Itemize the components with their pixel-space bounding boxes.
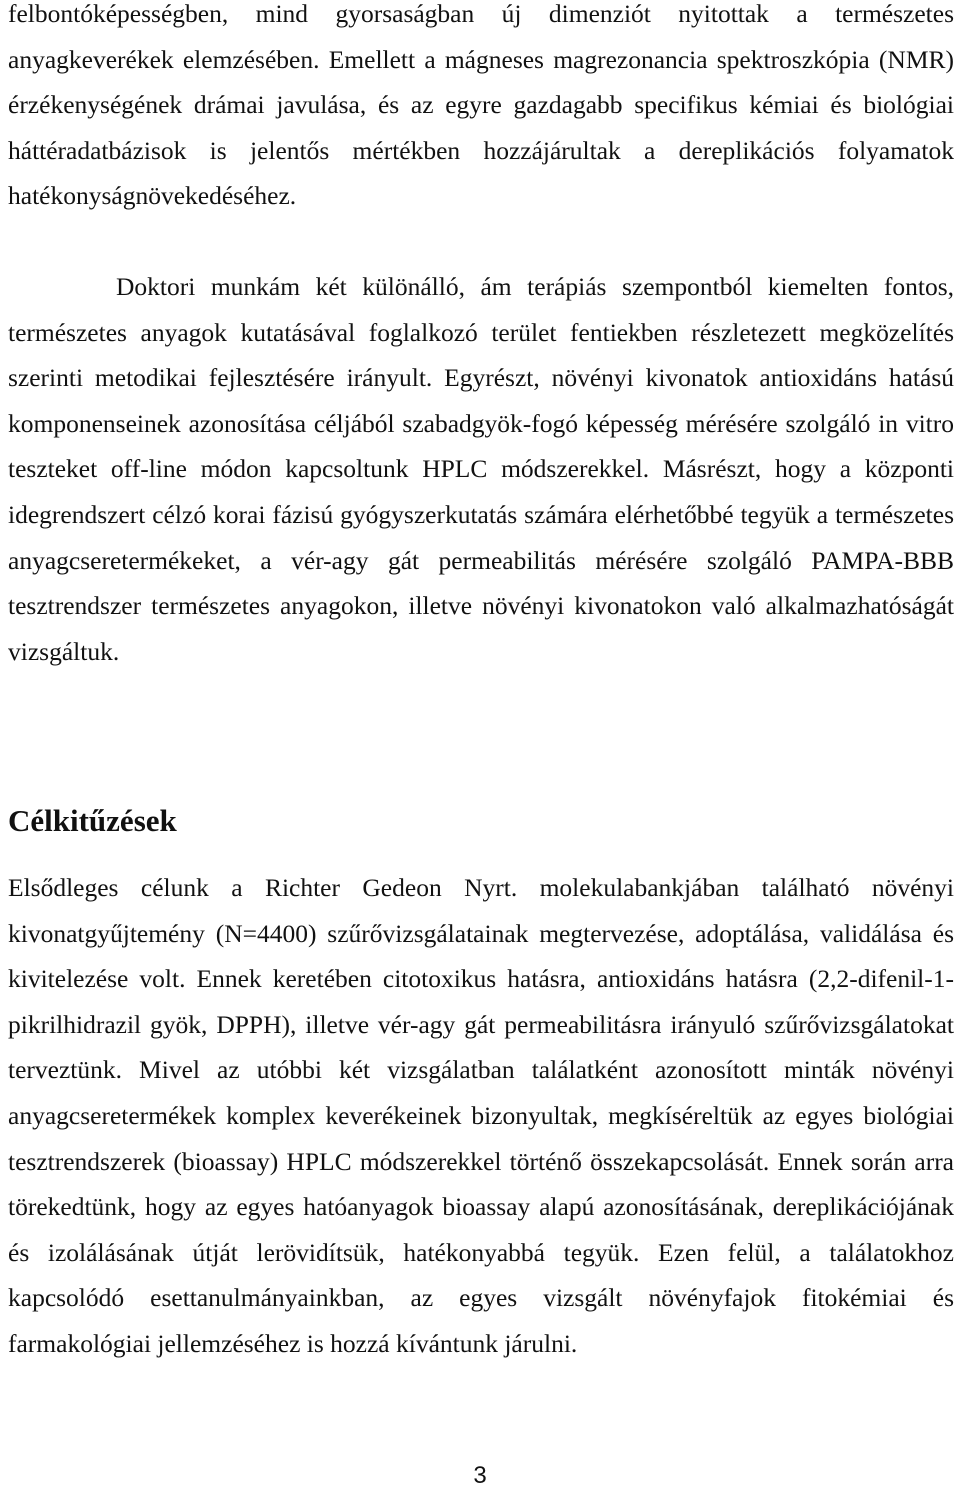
paragraph-doctoral-work: Doktori munkám két különálló, ám terápiás szempontból kiemelten fontos, természetes anyagok kutatásával foglalkozó terület fentiekben részletezett megközelítés szerinti metodikai fejlesztésére irányult. Egyrészt, növényi kivonatok antioxidáns hatású komponenseinek azonosítása céljából szabadgyök-fogó képesség mérésére szolgáló in vitro teszteket off-line módon kapcsoltunk HPLC módszerekkel. Másrészt, hogy a központi idegrendszert célzó korai fázisú gyógyszerkutatás számára elérhetőbbé tegyük a természetes anyagcseretermékeket, a vér-agy gát permeabilitás mérésére szolgáló PAMPA-BBB tesztrendszer természetes anyagokon, illetve növényi kivonatokon való alkalmazhatóságát vizsgáltuk.: [8, 272, 954, 666]
page-number: 3: [473, 1462, 487, 1489]
paragraph-objectives: Elsődleges célunk a Richter Gedeon Nyrt. molekulabankjában található növényi kivonatgyűjtemény (N=4400) szűrővizsgálatainak megtervezése, adoptálása, validálása és kivitelezése volt. Ennek keretében citotoxikus hatásra, antioxidáns hatásra (2,2-difenil-1-pikrilhidrazil gyök, DPPH), illetve vér-agy gát permeabilitásra irányuló szűrővizsgálatokat terveztünk. Mivel az utóbbi két vizsgálatban találatként azonosított minták növényi anyagcseretermékek komplex keverékeinek bizonyultak, megkíséreltük az egyes biológiai tesztrendszerek (bioassay) HPLC módszerekkel történő összekapcsolását. Ennek során arra törekedtünk, hogy az egyes hatóanyagok bioassay alapú azonosításának, dereplikációjának és izolálásának útját lerövidítsük, hatékonyabbá tegyük. Ezen felül, a találatokhoz kapcsolódó esettanulmányainkban, az egyes vizsgált növényfajok fitokémiai és farmakológiai jellemzéséhez is hozzá kívántunk járulni.: [8, 873, 954, 1358]
section-heading-objectives: Célkitűzések: [8, 803, 177, 838]
paragraph-intro-continuation: felbontóképességben, mind gyorsaságban új dimenziót nyitottak a természetes anyagkeverékek elemzésében. Emellett a mágneses magrezonancia spektroszkópia (NMR) érzékenységének drámai javulása, és az egyre gazdagabb specifikus kémiai és biológiai háttéradatbázisok is jelentős mértékben hozzájárultak a dereplikációs folyamatok hatékonyságnövekedéséhez.: [8, 0, 954, 211]
